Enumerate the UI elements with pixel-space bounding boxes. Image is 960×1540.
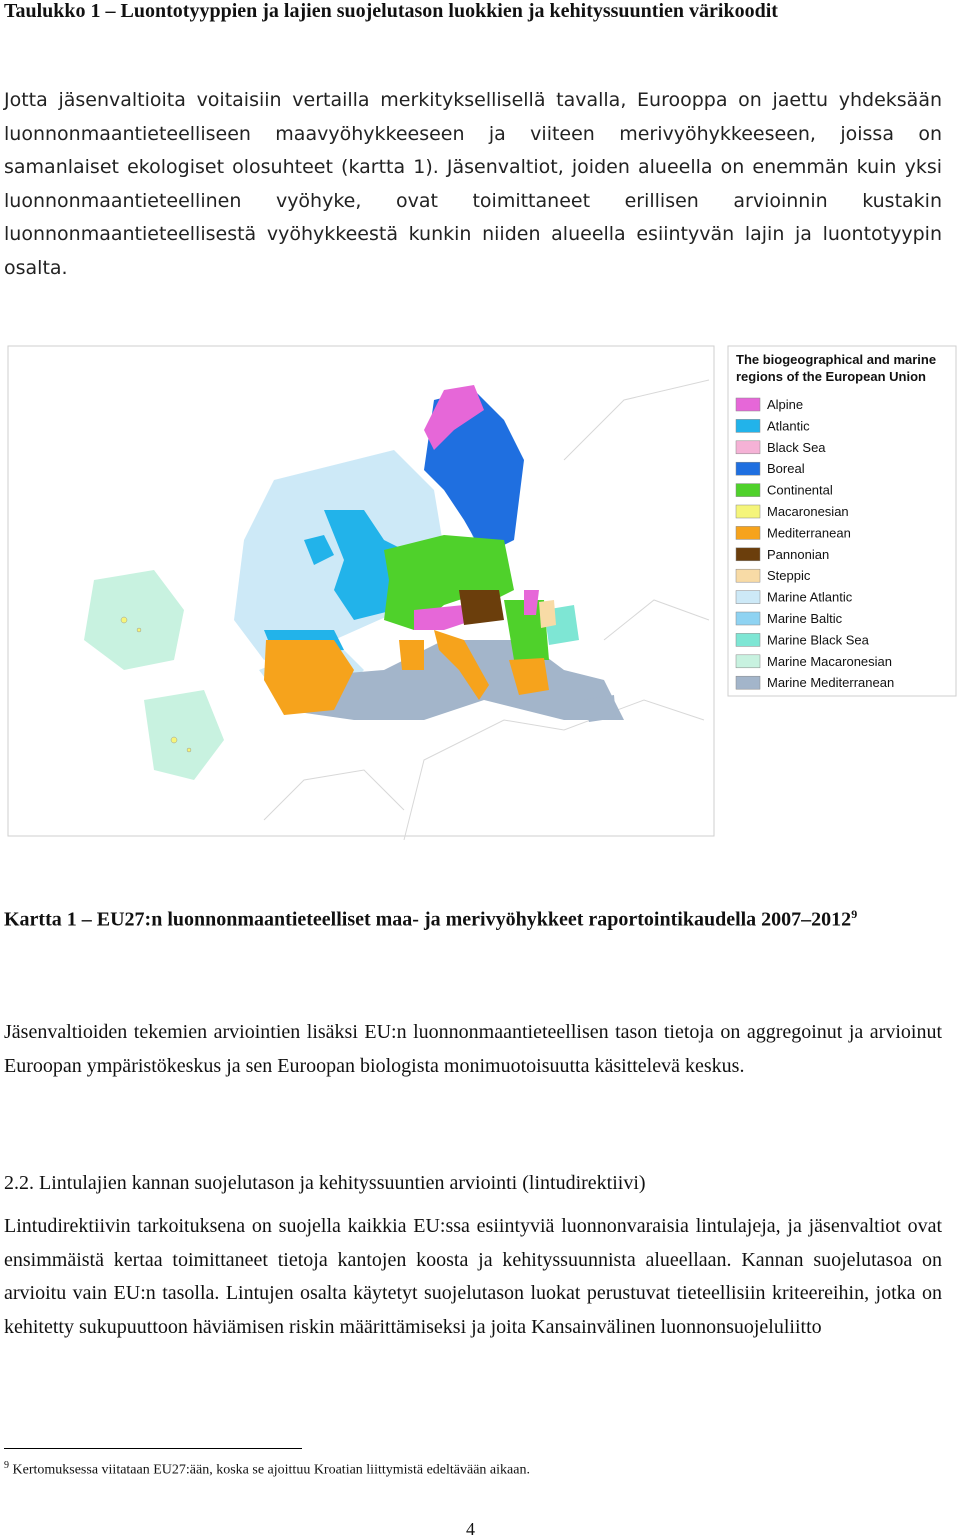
legend-label: Marine Baltic: [767, 611, 843, 626]
legend-title-line1: The biogeographical and marine: [736, 352, 937, 367]
legend-swatch: [736, 569, 760, 582]
legend-swatch: [736, 462, 760, 475]
pannonian-region: [459, 590, 504, 625]
legend-swatch: [736, 612, 760, 625]
steppic-region: [539, 600, 556, 628]
legend-label: Mediterranean: [767, 525, 851, 541]
footnote: [4, 1460, 530, 1479]
footnote-divider: [4, 1448, 302, 1449]
paragraph-3: Lintudirektiivin tarkoituksena on suojella kaikkia EU:ssa esiintyviä luonnonvaraisia lintulajeja, ja jäsenvaltiot ovat ensimmäistä kertaa toimittaneet tietoja kantojen koosta ja kehityssuunnista alueellaan. Kannan suojelutasoa on arvioitu vain EU:n tasolla. Lintujen osalta käytetyt suojelutason luokat perustuvat tieteellisiin kriteereihin, jotka on kehitetty sukupuuttoon häviämisen riskin määrittämiseksi ja joita Kansainvälinen luonnonsuojeluliitto: [4, 1215, 942, 1338]
intro-paragraph: Jotta jäsenvaltioita voitaisiin vertailla merkityksellisellä tavalla, Eurooppa on jaettu yhdeksään luonnonmaantieteelliseen maavyöhykkeeseen ja viiteen merivyöhykkeeseen, joissa on samanlaiset ekologiset olosuhteet (kartta 1). Jäsenvaltiot, joiden alueella on enemmän kuin yksi luonnonmaantieteellinen vyöhyke, ovat toimittaneet erillisen arvioinnin kustakin luonnonmaantieteellisestä vyöhykkeestä kunkin niiden alueella esiintyvän lajin ja luontotyypin osalta.: [4, 89, 942, 279]
footnote-number: 9: [4, 1460, 9, 1471]
footnote-text: Kertomuksessa viitataan EU27:ään, koska se ajoittuu Kroatian liittymistä edeltävään aikaan.: [12, 1462, 530, 1478]
legend-label: Boreal: [767, 461, 805, 477]
legend-label: Alpine: [767, 397, 804, 412]
legend-label: Marine Macaronesian: [767, 653, 893, 669]
legend-title-line2: regions of the European Union: [736, 369, 926, 384]
legend-label: Macaronesian: [767, 504, 849, 519]
legend-swatch: [736, 633, 760, 646]
legend-label: Steppic: [767, 568, 811, 584]
caption-footnote-ref: 9: [851, 907, 858, 921]
legend-swatch: [736, 398, 760, 411]
legend-swatch: [736, 591, 760, 604]
legend-swatch: [736, 526, 760, 539]
legend-swatch: [736, 505, 760, 518]
legend-label: Continental: [767, 482, 833, 498]
legend-swatch: [736, 655, 760, 668]
map-caption: [4, 899, 944, 935]
legend-swatch: [736, 676, 760, 689]
biogeographical-map: [4, 340, 957, 840]
table-heading: Taulukko 1 – Luontotyyppien ja lajien suojelutason luokkien ja kehityssuuntien värikoodit: [4, 0, 778, 22]
legend-label: Marine Atlantic: [767, 589, 853, 605]
legend-label: Marine Black Sea: [767, 632, 869, 648]
legend-label: Marine Mediterranean: [767, 675, 895, 691]
legend-swatch: [736, 548, 760, 561]
paragraph-2: Jäsenvaltioiden tekemien arviointien lisäksi EU:n luonnonmaantieteellisen tason tietoja on aggregoinut ja arvioinut Euroopan ympäristökeskus ja sen Euroopan biologista monimuotoisuutta käsittelevä keskus.: [4, 1021, 942, 1077]
legend-label: Pannonian: [767, 546, 830, 562]
legend-swatch: [736, 441, 760, 454]
page-number: 4: [466, 1519, 475, 1539]
legend-swatch: [736, 484, 760, 497]
legend-swatch: [736, 419, 760, 432]
legend-label: Atlantic: [767, 418, 810, 434]
section-heading: 2.2. Lintulajien kannan suojelutason ja kehityssuuntien arviointi (lintudirektiivi): [4, 1172, 646, 1194]
caption-text: Kartta 1 – EU27:n luonnonmaantieteelliset maa- ja merivyöhykkeet raportointikaudella 2007–2012: [4, 908, 852, 931]
legend-label: Black Sea: [767, 439, 826, 455]
